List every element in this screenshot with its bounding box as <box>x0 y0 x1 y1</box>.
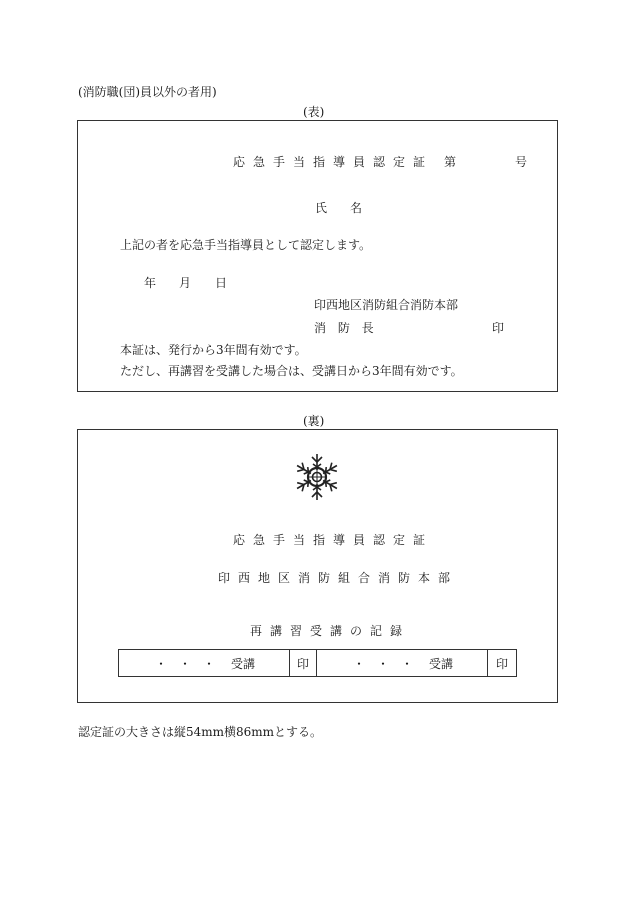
name-label-2: 名 <box>350 201 363 215</box>
record-cell-date-1 <box>119 650 289 676</box>
certificate-number-prefix: 第 <box>444 155 457 169</box>
date-dot: ・ <box>376 656 389 671</box>
back-organization: 印西地区消防組合消防本部 <box>218 571 459 585</box>
fire-department-emblem-icon <box>291 451 343 503</box>
record-cell-date-2 <box>317 650 487 676</box>
issuing-organization: 印西地区消防組合消防本部 <box>314 298 459 312</box>
attended-label: 受講 <box>230 656 255 671</box>
name-label-1: 氏 <box>315 201 328 215</box>
record-heading: 再講習受講の記録 <box>250 624 411 638</box>
certificate-number-suffix: 号 <box>515 155 528 169</box>
back-label: (裏) <box>303 414 325 428</box>
footer-note: 認定証の大きさは縦54mm横86mmとする。 <box>78 725 323 739</box>
validity-note-2: ただし、再講習を受講した場合は、受講日から3年間有効です。 <box>120 364 463 378</box>
back-title: 応急手当指導員認定証 <box>233 533 434 547</box>
front-title: 応急手当指導員認定証 <box>233 155 434 169</box>
certification-statement: 上記の者を応急手当指導員として認定します。 <box>120 238 372 252</box>
front-card <box>77 120 558 392</box>
record-table <box>118 649 517 677</box>
record-cell-seal-2: 印 <box>495 656 508 671</box>
attended-label: 受講 <box>428 656 453 671</box>
date-dot: ・ <box>178 656 191 671</box>
date-dot: ・ <box>400 656 413 671</box>
date-month: 月 <box>179 276 192 290</box>
chief-title: 消 防 長 <box>314 321 378 335</box>
front-label: (表) <box>303 105 325 119</box>
date-dot: ・ <box>154 656 167 671</box>
date-year: 年 <box>144 276 157 290</box>
record-cell-seal-1: 印 <box>296 656 309 671</box>
seal-mark: 印 <box>492 321 505 335</box>
date-dot: ・ <box>202 656 215 671</box>
date-dot: ・ <box>352 656 365 671</box>
back-card <box>77 429 558 703</box>
header-note: (消防職(団)員以外の者用) <box>78 85 217 99</box>
validity-note-1: 本証は、発行から3年間有効です。 <box>120 343 307 357</box>
date-day: 日 <box>215 276 228 290</box>
